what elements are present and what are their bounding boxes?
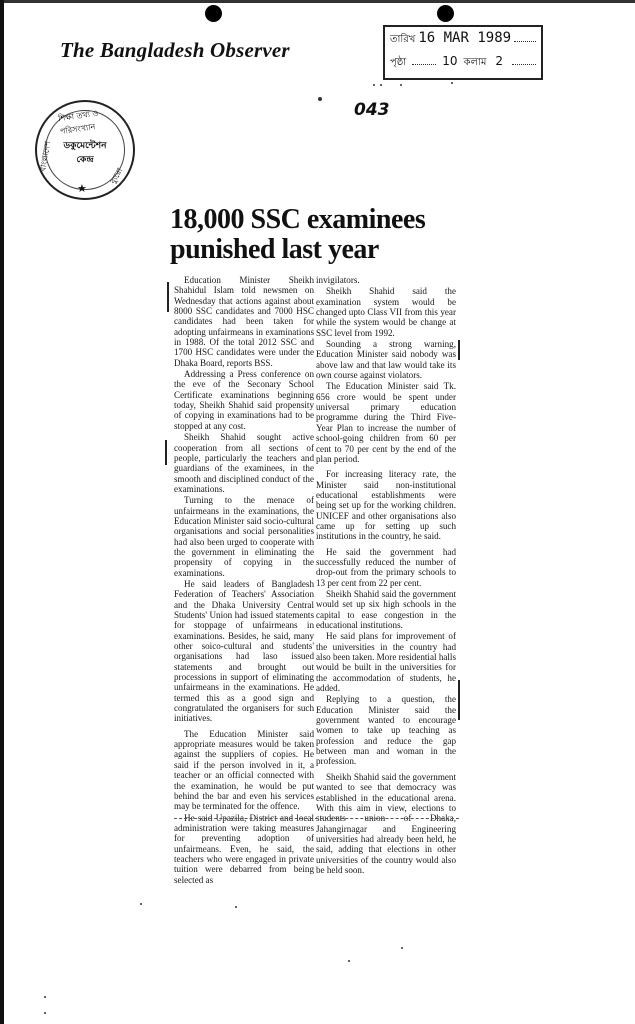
archive-page-number: 043 bbox=[354, 100, 390, 120]
seal-center-line1: ডকুমেন্টেশন bbox=[63, 141, 107, 151]
scan-speck bbox=[140, 903, 142, 905]
paragraph: Turning to the menace of unfairmeans in the examinations, the Education Minister said socio-cultural organisations and social personalities had also been urged to cooperate with the government in eliminating the propensity of copying in the examinations. bbox=[174, 495, 314, 578]
paragraph: Addressing a Press conference on the eve of the Seconary School Certificate examinations beginning today, Sheikh Shahid said propensity of copying in examinations had to be stopped at any cost. bbox=[174, 369, 314, 431]
paragraph: Sounding a strong warning, Education Minister said nobody was above law and that law would take its own course against violators. bbox=[316, 339, 456, 381]
paragraph: He said leaders of Bangladesh Federation of Teachers' Association and the Dhaka University Central Students' Union had issued statements for stoppage of unfairmeans in examinations. Besides, he said, many other soico-cultural and students' organisations had laso issued statements and brought out processions in support of eliminating unfairmeans in the examinations. He termed this as a good sign and congratulated the organisers for such initiatives. bbox=[174, 578, 314, 724]
punch-hole-right bbox=[437, 5, 454, 22]
clipping-edge-mark bbox=[458, 340, 460, 360]
scan-top-edge bbox=[0, 0, 635, 3]
scan-left-edge bbox=[0, 0, 4, 1024]
paragraph: invigilators. bbox=[316, 275, 360, 285]
scan-speck bbox=[348, 960, 350, 962]
stamp-column-value: 2 bbox=[495, 54, 504, 68]
paragraph: Sheikh Shahid sought active cooperation from all sections of people, particularly the teachers and guardians of the examinees, in the smooth and disciplined conduct of the examinations. bbox=[174, 432, 314, 494]
seal-center-line2: কেন্দ্র bbox=[76, 155, 94, 165]
scan-speck bbox=[44, 1012, 46, 1014]
seal-ring-text-left: বাংলাদেশ bbox=[38, 140, 53, 173]
headline-line-1: 18,000 SSC examinees bbox=[170, 204, 426, 235]
stamp-date-row bbox=[390, 30, 536, 54]
seal-ring-text-top: শিক্ষা তথ্য ও পরিসংখ্যান bbox=[57, 108, 99, 137]
stamp-page-label: পৃষ্ঠা bbox=[390, 57, 407, 68]
scan-speck bbox=[318, 97, 322, 101]
paragraph: Sheikh Shahid said the government would set up six high schools in the capital to ease congestion in the educational institutions. bbox=[316, 588, 456, 630]
star-icon: ★ bbox=[77, 183, 87, 195]
paragraph: Sheikh Shahid said the government wanted to see that democracy was established in the educational arena. With this aim in view, elections to students union of Dhaka, Jahangirnagar and Engineering universities had already been held, he said, adding that elections in other universities of the country would also be held soon. bbox=[316, 771, 456, 875]
stamp-page-row bbox=[390, 54, 536, 78]
paragraph: Education Minister Sheikh Shahidul Islam told newsmen on Wednesday that actions against about 8000 SSC candidates and 7000 HSC candidates had been taken for adopting unfairmeans in examinations in 1988. Of the total 2012 SSC and 1700 HSC candidates were under the Dhaka Board, reports BSS. bbox=[174, 275, 314, 368]
scan-speck bbox=[380, 84, 382, 86]
clipping-edge-mark bbox=[458, 680, 460, 720]
stamp-date-label: তারিখ bbox=[390, 34, 416, 45]
paragraph: He said plans for improvement of the universities in the country had also been taken. More residential halls would be built in the universities for the accommodation of students, he added. bbox=[316, 631, 456, 694]
paragraph: He said the government had successfully reduced the number of drop-out from the primary schools to 13 per cent from 22 per cent. bbox=[316, 546, 456, 588]
stamp-page-value: 10 bbox=[442, 54, 458, 68]
clipping-edge-mark bbox=[165, 440, 167, 465]
paragraph: The Education Minister said Tk. 656 crore would be spent under universal primary education programme during the Third Five-Year Plan to increase the number of school-going children from 60 per cent to 70 per cent by the end of the plan period. bbox=[316, 381, 456, 464]
article-headline bbox=[170, 205, 460, 265]
paragraph: For increasing literacy rate, the Minister said non-institutional educational establishments were being set up for the working children. UNICEF and other organisations also came up for setting up such institutions in the country, he said. bbox=[316, 469, 456, 542]
headline-line-2: punished last year bbox=[170, 234, 379, 265]
stamp-dots bbox=[514, 33, 536, 42]
scan-speck bbox=[235, 906, 237, 908]
paragraph: Replying to a question, the Education Minister said the government wanted to encourage women to take up teaching as profession and reduce the gap between man and woman in the profession. bbox=[316, 694, 456, 767]
article-column-left bbox=[174, 275, 314, 885]
clipping-edge-mark bbox=[167, 282, 169, 312]
stamp-dots bbox=[412, 56, 436, 65]
paragraph: The Education Minister said appropriate measures would be taken against the suppliers of copies. He said if the person involved in it, a teacher or an official connected with the examination, he would be put behind the bar and even his services may be terminated for the offence. bbox=[174, 728, 314, 812]
documentation-center-seal bbox=[35, 100, 135, 200]
article-column-right bbox=[316, 275, 456, 875]
punch-hole-left bbox=[205, 5, 222, 22]
article-bottom-rule bbox=[174, 818, 459, 819]
newspaper-masthead: The Bangladesh Observer bbox=[60, 38, 290, 62]
stamp-date-value: 16 MAR 1989 bbox=[418, 30, 512, 46]
scan-speck bbox=[400, 84, 402, 86]
seal-ring-text-right: ব্যুরো bbox=[108, 166, 125, 186]
date-stamp bbox=[383, 25, 543, 80]
scan-speck bbox=[373, 84, 375, 86]
stamp-column-label: কলাম bbox=[463, 57, 487, 68]
scan-speck bbox=[44, 996, 46, 998]
scan-speck bbox=[451, 82, 453, 84]
paragraph: Sheikh Shahid said the examination system would be changed upto Class VII from this year while the system would be change at SSC level from 1992. bbox=[316, 286, 456, 338]
paragraph: He said Upazila, District and local administration were taking measures for preventing adoption of unfairmeans. Even, he said, the teachers who were engaged in private tuition were debarred from being selected as bbox=[174, 812, 314, 885]
scan-speck bbox=[401, 947, 403, 949]
stamp-dots bbox=[512, 56, 536, 65]
